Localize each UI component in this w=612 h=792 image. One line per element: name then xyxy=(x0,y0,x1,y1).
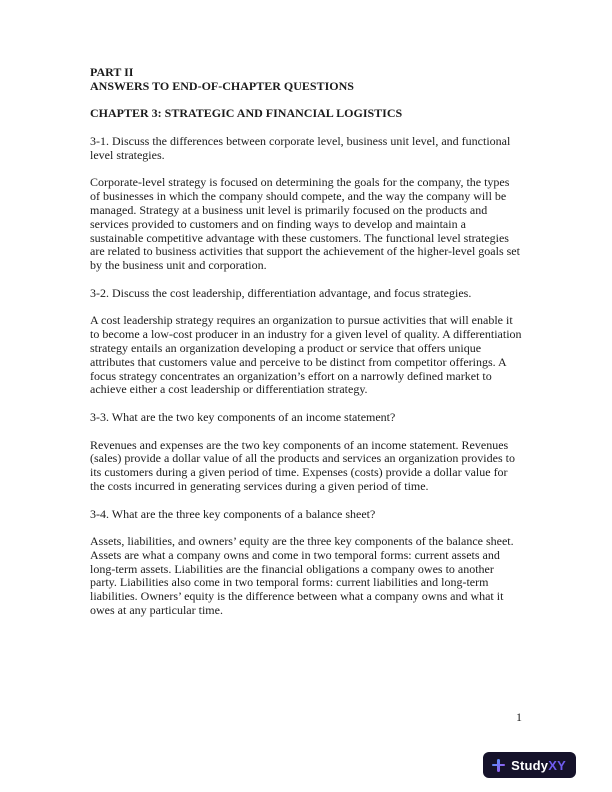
part-title: PART II xyxy=(90,65,134,79)
page-number: 1 xyxy=(516,710,522,724)
answer-3-1: Corporate-level strategy is focused on determining the goals for the company, the types of businesses in which the company should compete, and the way the company will be managed. Strategy at a business unit level is primarily focused on the products and services provided to customers and on finding ways to develop and maintain a sustainable competitive advantage with these customers. The functional level strategies are related to business activities that support the achievement of the higher-level goals set by the business unit and corporation. xyxy=(90,175,520,273)
question-3-3: 3-3. What are the two key components of an income statement? xyxy=(90,409,396,424)
answer-3-2: A cost leadership strategy requires an organization to pursue activities that will enable it to become a low-cost producer in an industry for a given level of quality. A differentiation strategy entails an organization developing a product or service that offers unique attributes that customers value and perceive to be distinct from competitor offerings. A focus strategy concentrates an organization’s effort on a narrowly defined market to achieve either a cost leadership or differentiation strategy. xyxy=(90,313,522,397)
answer-3-3: Revenues and expenses are the two key components of an income statement. Revenues (sales) provide a dollar value of all the products and services an organization provides to its customers during a given period of time. Expenses (costs) provide a dollar value for the costs incurred in generating services during a given period of time. xyxy=(90,437,515,493)
document-content xyxy=(90,66,522,632)
answer-3-4: Assets, liabilities, and owners’ equity are the three key components of the balance sheet. Assets are what a company owns and come in two temporal forms: current assets and long-term assets. Liabilities are the financial obligations a company owes to another party. Liabilities also come in two temporal forms: current liabilities and long-term liabilities. Owners’ equity is the difference between what a company owns and what it owes at any particular time. xyxy=(90,534,514,618)
logo-study-text: Study xyxy=(511,757,549,773)
chapter-title: CHAPTER 3: STRATEGIC AND FINANCIAL LOGISTICS xyxy=(90,106,403,121)
logo-xy-text: XY xyxy=(548,757,566,773)
studyxy-logo xyxy=(483,752,576,778)
plus-icon xyxy=(492,759,505,772)
answers-title: ANSWERS TO END-OF-CHAPTER QUESTIONS xyxy=(90,78,354,93)
question-3-4: 3-4. What are the three key components of a balance sheet? xyxy=(90,506,376,521)
question-3-1: 3-1. Discuss the differences between corporate level, business unit level, and functional level strategies. xyxy=(90,133,511,162)
question-3-2: 3-2. Discuss the cost leadership, differentiation advantage, and focus strategies. xyxy=(90,285,472,300)
logo-wordmark xyxy=(511,758,566,773)
